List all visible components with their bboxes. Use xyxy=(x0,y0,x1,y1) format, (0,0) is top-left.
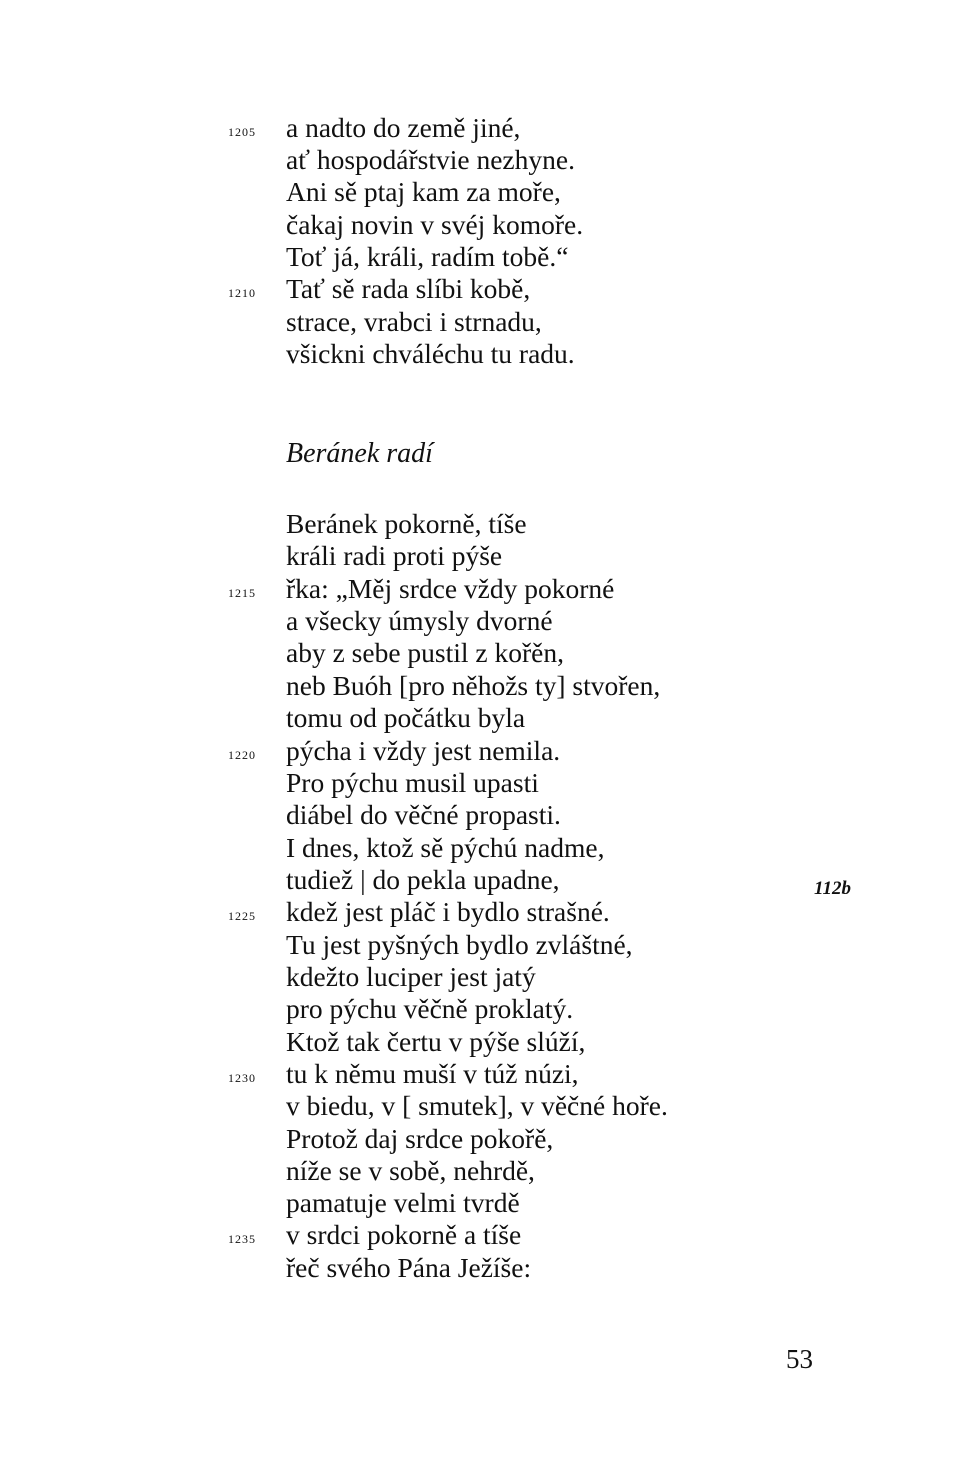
poem-line: Beránek pokorně, tíše xyxy=(286,508,527,539)
poem-line: Ani sě ptaj kam za moře, xyxy=(286,176,561,207)
poem-line: v srdci pokorně a tíše xyxy=(286,1219,522,1250)
poem-line: a všecky úmysly dvorné xyxy=(286,605,553,636)
page-number: 53 xyxy=(786,1344,813,1374)
poem-line: Protož daj srdce pokořě, xyxy=(286,1123,554,1154)
poem-line: pamatuje velmi tvrdě xyxy=(286,1187,520,1218)
line-number: 1205 xyxy=(228,125,256,139)
line-number: 1235 xyxy=(228,1232,256,1246)
poem-line: čakaj novin v svéj komoře. xyxy=(286,209,584,240)
poem-line: řka: „Měj srdce vždy pokorné xyxy=(286,573,615,604)
poem-line: a nadto do země jiné, xyxy=(286,112,521,143)
line-number: 1210 xyxy=(228,286,256,300)
poem-line: níže se v sobě, nehrdě, xyxy=(286,1155,535,1186)
section-heading: Beránek radí xyxy=(286,438,433,469)
poem-line: tudiež | do pekla upadne, xyxy=(286,864,560,895)
poem-line: Tať sě rada slíbi kobě, xyxy=(286,273,531,304)
poem-line: řeč svého Pána Ježíše: xyxy=(286,1252,532,1283)
poem-line: ať hospodářstvie nezhyne. xyxy=(286,144,575,175)
poem-line: neb Buóh [pro něhožs ty] stvořen, xyxy=(286,670,661,701)
line-number: 1220 xyxy=(228,748,256,762)
poem-line: strace, vrabci i strnadu, xyxy=(286,306,542,337)
poem-line: Tu jest pyšných bydlo zvláštné, xyxy=(286,929,633,960)
poem-line: králi radi proti pýše xyxy=(286,540,503,571)
line-number: 1230 xyxy=(228,1071,256,1085)
margin-folio-reference: 112b xyxy=(814,878,851,899)
poem-line: v biedu, v [ smutek], v věčné hoře. xyxy=(286,1090,668,1121)
poem-line: kdež jest pláč i bydlo strašné. xyxy=(286,896,610,927)
poem-line: Pro pýchu musil upasti xyxy=(286,767,539,798)
poem-line: diábel do věčné propasti. xyxy=(286,799,561,830)
poem-line: kdežto luciper jest jatý xyxy=(286,961,536,992)
poem-line: Ktož tak čertu v pýše slúží, xyxy=(286,1026,586,1057)
poem-line: tomu od počátku byla xyxy=(286,702,526,733)
poem-line: všickni chváléchu tu radu. xyxy=(286,338,575,369)
poem-line: I dnes, ktož sě pýchú nadme, xyxy=(286,832,605,863)
poem-line: Toť já, králi, radím tobě.“ xyxy=(286,241,569,272)
line-number: 1215 xyxy=(228,586,256,600)
poem-line: pro pýchu věčně proklatý. xyxy=(286,993,574,1024)
poem-line: aby z sebe pustil z kořěn, xyxy=(286,637,564,668)
poem-line: tu k němu muší v túž núzi, xyxy=(286,1058,579,1089)
poem-line: pýcha i vždy jest nemila. xyxy=(286,735,561,766)
line-number: 1225 xyxy=(228,909,256,923)
